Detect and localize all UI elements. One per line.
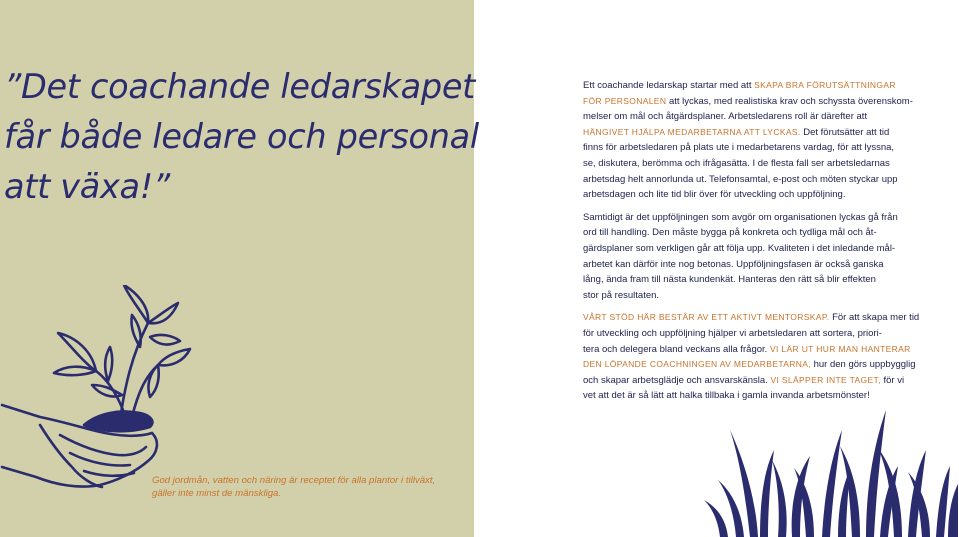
article-text: vet att det är så lätt att halka tillbaka i gamla invanda arbetsmönster! [583,390,870,402]
article-text: Det förutsätter att tid [800,126,890,138]
article-line [583,342,911,358]
article-text: lång, ända fram till nästa kundenkät. Hanteras den rätt så blir effekten [583,274,876,286]
article-text: ord till handling. Den måste bygga på konkreta och tydliga mål och åt- [583,227,877,239]
article-text: tera och delegera bland veckans alla frågor. [583,343,770,355]
article-line [583,272,893,288]
pull-quote-line: att växa!” [4,167,170,206]
left-panel [0,0,479,537]
article-line [583,125,893,141]
highlighted-phrase: HÄNGIVET HJÄLPA MEDARBETARNA ATT LYCKAS. [583,126,801,137]
pull-quote-line: ”Det coachande ledarskapet [4,67,475,106]
highlighted-phrase: VI SLÄPPER INTE TAGET, [770,374,881,385]
article-text: hur den görs uppbygglig [810,359,916,371]
highlighted-phrase: DEN LÖPANDE COACHNINGEN AV MEDARBETARNA, [583,359,811,370]
article-text: arbetsdagen och lite tid blir över för utveckling och uppföljning. [583,189,846,201]
article-text: Samtidigt är det uppföljningen som avgör om organisationen lyckas gå från [583,211,898,223]
article-text: att lyckas, med realistiska krav och schyssta överenskom- [666,95,913,107]
grass-illustration [700,390,959,537]
article-text: gärdsplaner som verkligen går att följa upp. Kvaliteten i det inledande mål- [583,242,896,254]
article-line [583,326,893,342]
article-line [583,225,893,241]
highlighted-phrase: VI LÄR UT HUR MAN HANTERAR [769,343,911,354]
article-line [583,288,893,304]
highlighted-phrase: VÅRT STÖD HÄR BESTÅR AV ETT AKTIVT MENTORSKAP. [583,312,830,323]
article-text: för utveckling och uppföljning hjälper vi arbetsledaren att sortera, priori- [583,327,882,339]
article-line [583,210,898,226]
article-text: se, diskutera, berömma och ifrågasätta. I de flesta fall ser arbetsledarnas [583,157,890,169]
article-line [583,172,898,188]
article-line [583,94,913,110]
article-text: för vi [880,374,905,386]
article-line [583,109,893,125]
article-line [583,156,893,172]
caption-line: God jordmån, vatten och näring är receptet för alla plantor i tillväxt, [152,475,436,486]
article-line [583,78,896,94]
article-line [583,310,920,326]
article-text: melser om mål och åtgärdsplaner. Arbetsledarens roll är därefter att [583,111,868,123]
article-text: Ett coachande ledarskap startar med att [583,80,755,91]
article-line [583,257,893,273]
article-line [583,373,905,389]
article-text: arbetet kan därför inte nog betonas. Uppföljningsfasen är också ganska [583,258,884,270]
article-text: För att skapa mer tid [829,312,920,324]
highlighted-phrase: FÖR PERSONALEN [583,95,667,106]
article-line [583,241,896,257]
article-line [583,357,916,373]
highlighted-phrase: SKAPA BRA FÖRUTSÄTTNINGAR [754,80,896,90]
article-line [583,140,893,156]
article-text: finns för arbetsledaren på plats ute i medarbetarens vardag, för att lyssna, [583,142,895,154]
image-caption [152,474,452,500]
article-line [583,187,893,203]
article-text: och skapar arbetsglädje och ansvarskänsla. [583,374,771,386]
pull-quote [4,62,479,212]
article-text: arbetsdag helt annorlunda ut. Telefonsamtal, e-post och möten styckar upp [583,173,898,185]
article-text: stor på resultaten. [583,289,660,301]
article-paragraph-2 [583,210,898,304]
hands-with-plant-illustration [0,285,300,505]
caption-line: gäller inte minst de mänskliga. [152,488,282,499]
article-paragraph-1 [583,78,913,203]
article-body [583,78,920,411]
pull-quote-line: får både ledare och personal [4,117,479,156]
